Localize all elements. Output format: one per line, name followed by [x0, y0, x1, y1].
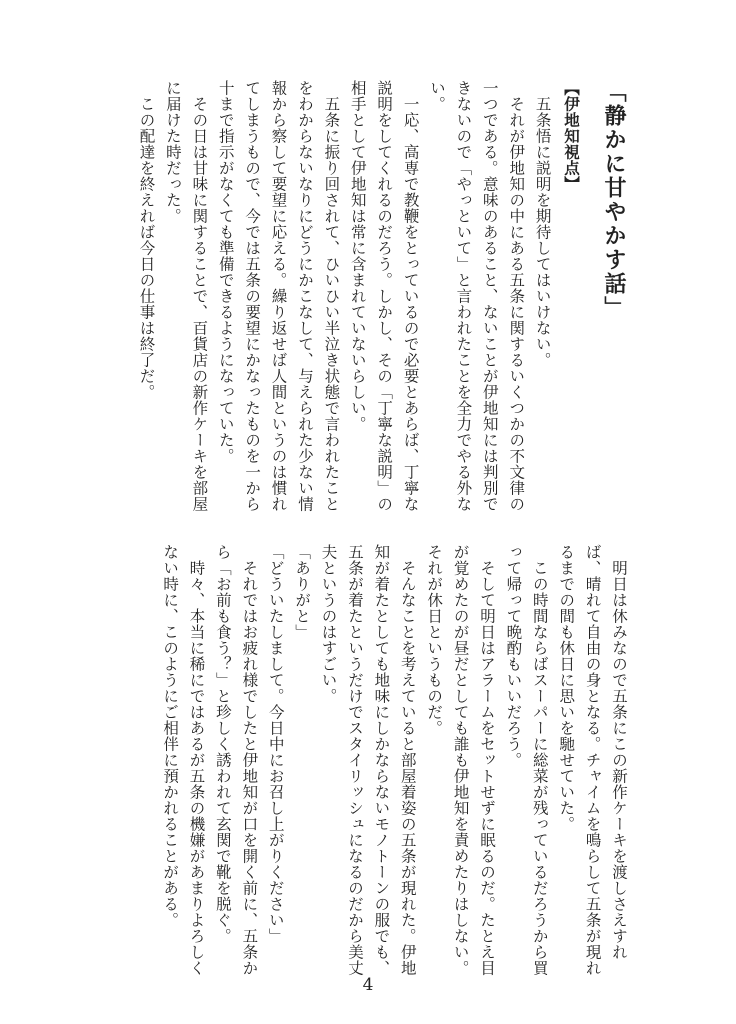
text-line: ら「お前も食う？」と珍しく誘われて玄関で靴を脱ぐ。 — [213, 544, 232, 944]
section-heading: 【伊地知視点】 — [562, 80, 581, 192]
text-line: 説明をしてくれるのだろう。しかし、その「丁寧な説明」の — [375, 80, 394, 512]
text-line: 報から察して要望に応える。繰り返せば人間というのは慣れ — [269, 80, 288, 512]
text-line: 十まで指示がなくても準備できるようになっていた。 — [216, 80, 235, 464]
text-line: ば、晴れて自由の身となる。チャイムを鳴らして五条が現れ — [583, 544, 602, 976]
text-line: きないので「やっといて」と言われたことを全力でやる外な — [454, 80, 473, 512]
text-line: この配達を終えれば今日の仕事は終了だ。 — [137, 80, 156, 400]
dialogue-line: 「どういたしまして。今日中にお召し上がりください」 — [266, 544, 285, 944]
dialogue-line: 「ありがと」 — [293, 544, 312, 640]
text-line: 一つである。意味のあること、ないことが伊地知には判別で — [480, 80, 499, 512]
text-line: 夫というのはすごい。 — [319, 544, 338, 704]
text-line: 相手として伊地知は常に含まれていないらしい。 — [348, 80, 367, 432]
lower-text-block — [157, 544, 632, 976]
text-line: るまでの間も休日に思いを馳せていた。 — [557, 544, 576, 832]
text-line: そんなことを考えていると部屋着姿の五条が現れた。伊地 — [398, 544, 417, 976]
text-line: この時間ならばスーパーに総菜が残っているだろうから買 — [530, 544, 549, 976]
text-line: それが伊地知の中にある五条に関するいくつかの不文律の — [507, 80, 526, 512]
text-line: が覚めたのが昼だとしても誰も伊地知を責めたりはしない。 — [451, 544, 470, 976]
text-line: ない時に、このようにご相伴に預かれることがある。 — [161, 544, 180, 928]
text-line: 一応、高専で教鞭をとっているので必要とあらば、丁寧な — [401, 80, 420, 512]
text-line: 知が着たとしても地味にしかならないモノトーンの服でも、 — [372, 544, 391, 976]
text-line: 五条悟に説明を期待してはいけない。 — [533, 80, 552, 368]
story-title: 「静かに甘やかす話」 — [601, 80, 627, 320]
text-line: それではお疲れ様でしたと伊地知が口を開く前に、五条か — [240, 544, 259, 976]
text-line: 五条が着たというだけでスタイリッシュになるのだから美丈 — [345, 544, 364, 976]
text-line: 明日は休みなので五条にこの新作ケーキを渡しさえすれ — [610, 544, 628, 960]
text-line: って帰って晩酌もいいだろう。 — [504, 544, 523, 768]
text-line: に届けた時だった。 — [163, 80, 182, 224]
text-line: その日は甘味に関することで、百貨店の新作ケーキを部屋 — [190, 80, 209, 512]
text-line: それが休日というものだ。 — [425, 544, 444, 736]
page-number: 4 — [362, 975, 374, 995]
text-line: てしまうもので、今では五条の要望にかなったものを一から — [243, 80, 262, 512]
text-line: そして明日はアラームをセットせずに眠るのだ。たとえ目 — [477, 544, 496, 976]
upper-text-block — [133, 80, 632, 520]
text-line: をわからないなりにどうにかこなして、与えられた少ない情 — [295, 80, 314, 512]
text-line: 時々、本当に稀にではあるが五条の機嫌があまりよろしく — [187, 544, 206, 976]
text-line: 五条に振り回されて、ひいひい半泣き状態で言われたこと — [322, 80, 341, 512]
text-line: い。 — [427, 80, 446, 112]
